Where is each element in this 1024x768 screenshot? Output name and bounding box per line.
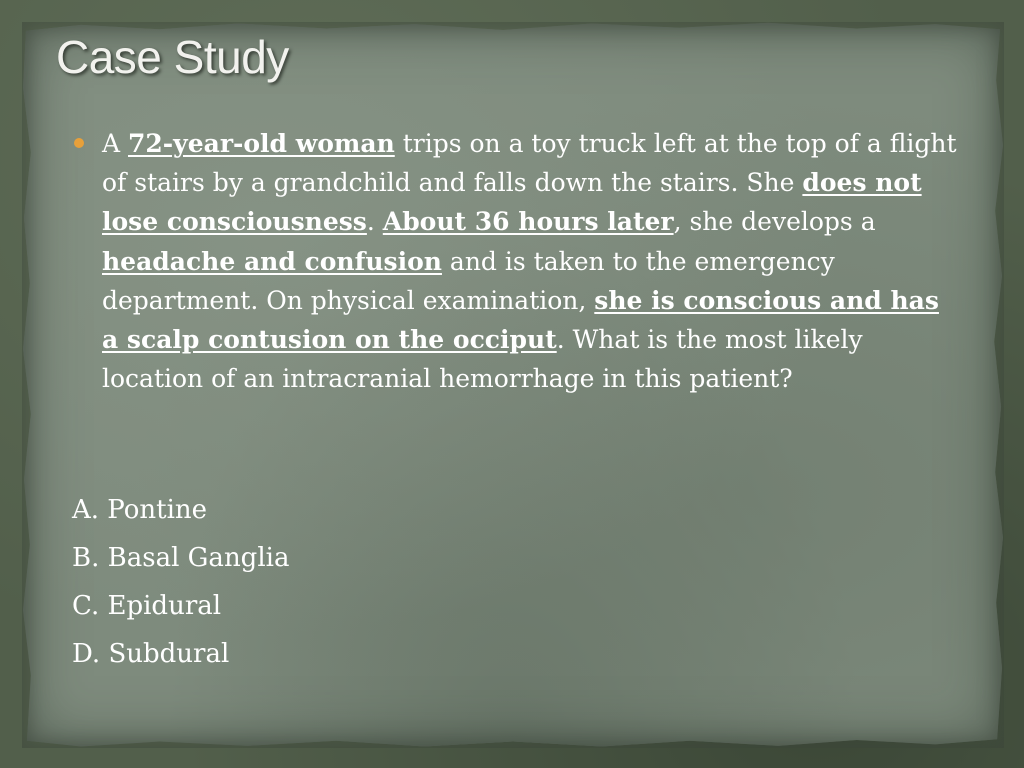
case-text-block (72, 124, 962, 398)
answer-options (72, 486, 289, 678)
case-text-plain: , she develops a (673, 207, 876, 237)
case-text-plain: and is taken to the emergency department. On physical examination, (102, 246, 835, 315)
answer-option-b: B. Basal Ganglia (72, 543, 290, 573)
case-text-emphasis: she is conscious and has a scalp contusion on the occiput (102, 285, 939, 355)
case-text-plain: . (366, 207, 383, 237)
case-text-plain: . What is the most likely location of an intracranial hemorrhage in this patient? (102, 325, 863, 394)
case-text-plain: A (102, 129, 129, 158)
answer-option-c: C. Epidural (72, 591, 222, 621)
case-text-emphasis: headache and confusion (102, 246, 442, 276)
case-text-emphasis: About 36 hours later (382, 207, 674, 237)
answer-option-a: A. Pontine (72, 495, 208, 525)
slide-title: Case Study (56, 31, 289, 83)
case-paragraph (102, 129, 957, 393)
case-text-emphasis: does not lose consciousness (102, 168, 922, 237)
case-text-plain: trips on a toy truck left at the top of a flight of stairs by a grandchild and falls down the stairs. She (102, 129, 957, 198)
case-text-emphasis: 72-year-old woman (128, 129, 395, 158)
answer-option-d: D. Subdural (72, 639, 230, 669)
case-bullet (72, 124, 962, 398)
bullet-dot-icon (74, 138, 84, 148)
